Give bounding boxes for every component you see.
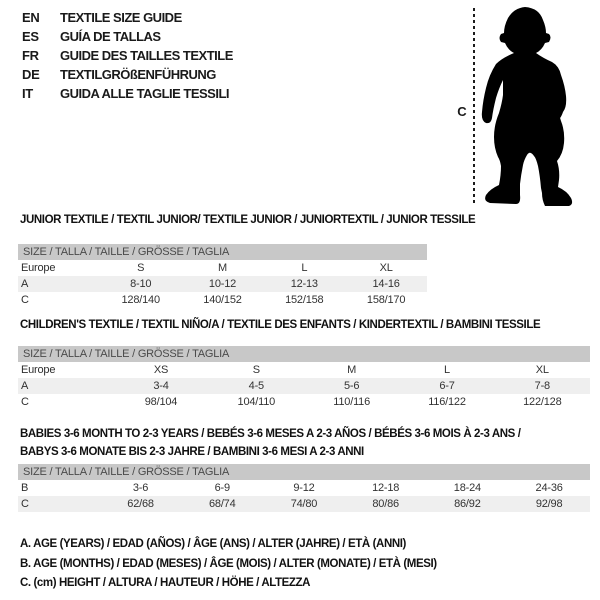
language-title-list (22, 8, 233, 103)
table-row (18, 378, 590, 394)
junior-size-table (18, 244, 427, 308)
cell: 116/122 (428, 396, 466, 408)
cell: 80/86 (345, 496, 427, 512)
size-header-cell: SIZE / TALLA / TAILLE / GRÖSSE / TAGLIA (18, 244, 427, 260)
size-header-cell: SIZE / TALLA / TAILLE / GRÖSSE / TAGLIA (18, 346, 590, 362)
cell: 7-8 (495, 378, 590, 394)
lang-code: DE (22, 67, 40, 82)
table-row (18, 496, 590, 512)
cell: 24-36 (535, 482, 563, 494)
size-header-cell: SIZE / TALLA / TAILLE / GRÖSSE / TAGLIA (18, 464, 590, 480)
legend-line-a: A. AGE (YEARS) / EDAD (AÑOS) / ÂGE (ANS) / ALTER (JAHRE) / ETÀ (ANNI) (20, 538, 406, 550)
cell: 74/80 (263, 496, 345, 512)
cell: 6-9 (214, 482, 230, 494)
lang-code: FR (22, 48, 39, 63)
cell: 140/152 (203, 294, 242, 306)
cell: M (218, 262, 227, 274)
row-label: A (18, 378, 113, 394)
lang-label: GUÍA DE TALLAS (60, 29, 161, 44)
cell: 110/116 (333, 396, 371, 408)
lang-code: IT (22, 86, 33, 101)
cell: 12-18 (372, 482, 400, 494)
children-table-title: CHILDREN'S TEXTILE / TEXTIL NIÑO/A / TEXTILE DES ENFANTS / KINDERTEXTIL / BAMBINI TESSILE (20, 319, 541, 331)
cell: 68/74 (181, 496, 263, 512)
row-label: C (18, 496, 100, 512)
row-label: B (21, 482, 29, 494)
table-header-row (18, 346, 590, 362)
row-label: Europe (21, 262, 56, 274)
babies-size-table (18, 464, 590, 512)
lang-row-es (22, 27, 233, 46)
cell: 9-12 (293, 482, 315, 494)
children-size-table (18, 346, 590, 410)
lang-label: TEXTILE SIZE GUIDE (60, 10, 182, 25)
lang-row-it (22, 84, 233, 103)
table-header-row (18, 244, 427, 260)
table-header-row (18, 464, 590, 480)
cell: 6-7 (399, 378, 494, 394)
lang-label: GUIDA ALLE TAGLIE TESSILI (60, 86, 230, 101)
legend-line-b: B. AGE (MONTHS) / EDAD (MESES) / ÂGE (MOIS) / ALTER (MONATE) / ETÀ (MESI) (20, 557, 437, 570)
table-row (18, 362, 590, 378)
cell: 3-6 (132, 482, 149, 494)
cell: 10-12 (182, 276, 264, 292)
cell: M (347, 364, 357, 376)
lang-row-fr (22, 46, 233, 65)
lang-code: EN (22, 10, 40, 25)
cell: 62/68 (100, 496, 182, 512)
table-row (18, 260, 427, 276)
cell: 3-4 (113, 378, 208, 394)
cell: 152/158 (285, 294, 324, 306)
cell: 12-13 (263, 276, 345, 292)
measure-legend (20, 535, 437, 594)
cell: 8-10 (100, 276, 182, 292)
cell: S (252, 364, 260, 376)
height-measure-label: C (457, 104, 467, 119)
row-label: C (21, 294, 29, 306)
table-row (18, 394, 590, 410)
cell: XS (153, 364, 169, 376)
cell: 128/140 (121, 294, 160, 306)
cell: L (301, 262, 308, 274)
row-label: Europe (21, 364, 56, 376)
toddler-silhouette-image (470, 0, 600, 215)
cell: 122/128 (523, 396, 562, 408)
table-row (18, 292, 427, 308)
lang-row-de (22, 65, 233, 84)
row-label: C (21, 396, 29, 408)
cell: 5-6 (304, 378, 399, 394)
cell: XL (535, 364, 549, 376)
cell: 104/110 (237, 396, 276, 408)
junior-table-title: JUNIOR TEXTILE / TEXTIL JUNIOR/ TEXTILE JUNIOR / JUNIORTEXTIL / JUNIOR TESSILE (20, 214, 476, 226)
cell: XL (379, 262, 393, 274)
table-row (18, 480, 590, 496)
babies-title-line1: BABIES 3-6 MONTH TO 2-3 YEARS / BEBÉS 3-6 MESES A 2-3 AÑOS / BÉBÉS 3-6 MOIS À 2-3 ANS / (20, 428, 521, 440)
legend-line-c: C. (cm) HEIGHT / ALTURA / HAUTEUR / HÖHE / ALTEZZA (20, 577, 311, 589)
lang-code: ES (22, 29, 39, 44)
cell: 92/98 (508, 496, 590, 512)
cell: 14-16 (345, 276, 427, 292)
height-measure-figure (455, 0, 600, 215)
babies-table-title (20, 425, 521, 461)
cell: S (137, 262, 145, 274)
cell: 98/104 (144, 396, 178, 408)
lang-row-en (22, 8, 233, 27)
table-row (18, 276, 427, 292)
cell: 4-5 (209, 378, 304, 394)
cell: 86/92 (427, 496, 509, 512)
cell: 18-24 (453, 482, 481, 494)
babies-title-line2: BABYS 3-6 MONATE BIS 2-3 JAHRE / BAMBINI 3-6 MESI A 2-3 ANNI (20, 446, 364, 458)
cell: L (444, 364, 450, 376)
lang-label: GUIDE DES TAILLES TEXTILE (60, 48, 233, 63)
cell: 158/170 (366, 294, 406, 306)
row-label: A (18, 276, 100, 292)
lang-label: TEXTILGRÖßENFÜHRUNG (60, 67, 216, 82)
